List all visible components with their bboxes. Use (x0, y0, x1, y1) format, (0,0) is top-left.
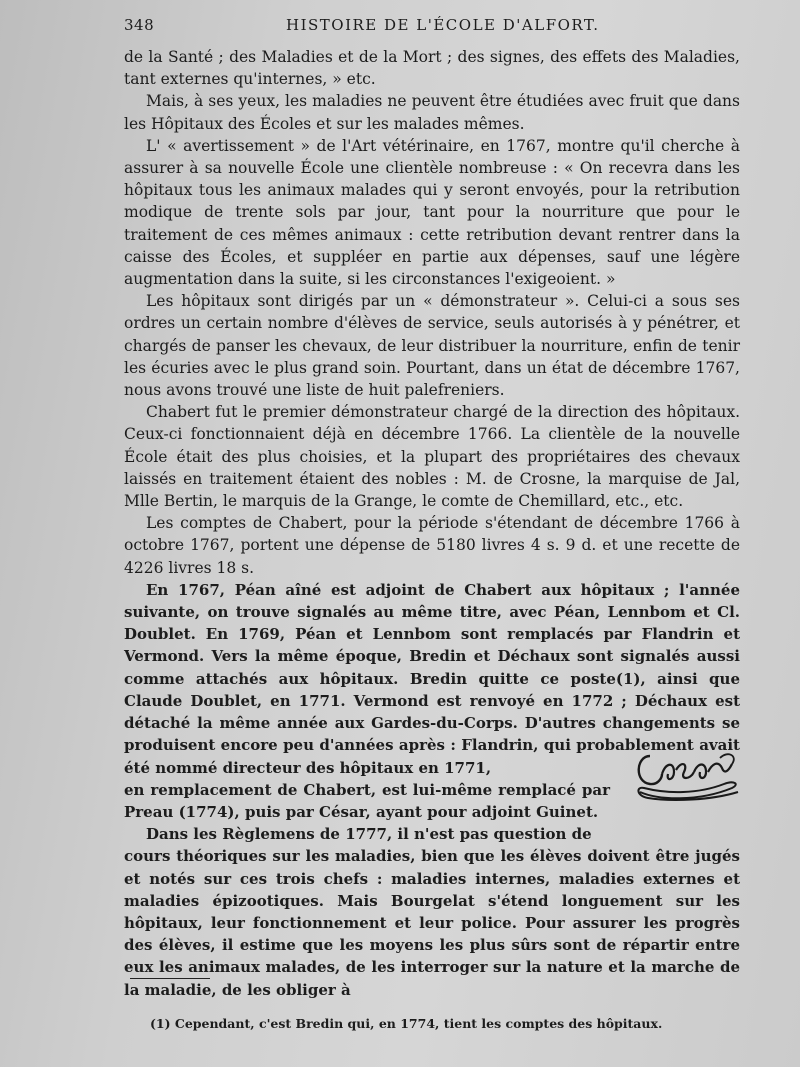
paragraph-5: Chabert fut le premier démonstrateur chargé de la direction des hôpitaux. Ceux-ci fonctionnaient déjà en décembre 1766. La clientèle de la nouvelle École était des plus choisies, et la plupart des propriétaires des chevaux laissés en traitement étaient des nobles : M. de Crosne, la marquise de Jal, Mlle Bertin, le marquis de la Grange, le comte de Chemillard, etc., etc. (124, 403, 740, 511)
paragraph-4: Les hôpitaux sont dirigés par un « démonstrateur ». Celui-ci a sous ses ordres un certain nombre d'élèves de service, seuls autorisés à y pénétrer, et chargés de panser les chevaux, de leur distribuer la nourriture, enfin de tenir les écuries avec le plus grand soin. Pourtant, dans un état de décembre 1767, nous avons trouvé une liste de huit palefreniers. (124, 292, 740, 400)
footnote: (1) Cependant, c'est Bredin qui, en 1774, tient les comptes des hôpitaux. (150, 1016, 663, 1031)
paragraph-10: cours théoriques sur les maladies, bien que les élèves doivent être jugés et notés sur ces trois chefs : maladies internes, maladies externes et maladies épizootiques. Mais Bourgelat s'étend longuement sur les hôpitaux, leur fonctionnement et leur police. Pour assurer les progrès des élèves, il estime que les moyens les plus sûrs sont de répartir entre eux les animaux malades, de les interroger sur la nature et la marche de la maladie, de les obliger à (124, 847, 740, 999)
page-number: 348 (124, 16, 155, 34)
running-head: HISTOIRE DE L'ÉCOLE D'ALFORT. (286, 16, 600, 34)
paragraph-8: en remplacement de Chabert, est lui-même remplacé par Preau (1774), puis par César, ayant pour adjoint Guinet. (124, 780, 610, 821)
footnote-divider (130, 978, 210, 979)
paragraph-6: Les comptes de Chabert, pour la période s'étendant de décembre 1766 à octobre 1767, portent une dépense de 5180 livres 4 s. 9 d. et une recette de 4226 livres 18 s. (124, 514, 740, 577)
paragraph-2: Mais, à ses yeux, les maladies ne peuvent être étudiées avec fruit que dans les Hôpitaux des Écoles et sur les malades mêmes. (124, 92, 740, 133)
paragraph-3: L' « avertissement » de l'Art vétérinaire, en 1767, montre qu'il cherche à assurer à sa nouvelle École une clientèle nombreuse : « On recevra dans les hôpitaux tous les animaux malades qui y seront envoyés, pour la retribution modique de trente sols par jour, tant pour la nourriture que pour le traitement de ces mêmes animaux : cette retribution devant rentrer dans la caisse des Écoles, et suppléer en partie aux dépenses, sauf une légère augmentation dans la suite, si les circonstances l'exigeoient. » (124, 136, 740, 289)
paragraph-9: Dans les Règlemens de 1777, il n'est pas question de (146, 825, 592, 844)
paragraph-1: de la Santé ; des Maladies et de la Mort ; des signes, des effets des Maladies, tant externes qu'internes, » etc. (124, 48, 740, 89)
body-text (124, 46, 740, 1001)
cesar-signature-image (628, 742, 748, 812)
paragraph-7: En 1767, Péan aîné est adjoint de Chabert aux hôpitaux ; l'année suivante, on trouve signalés au même titre, avec Péan, Lennbom et Cl. Doublet. En 1769, Péan et Lennbom sont remplacés par Flandrin et Vermond. Vers la même époque, Bredin et Déchaux sont signalés aussi comme attachés aux hôpitaux. Bredin quitte ce poste(1), ainsi que Claude Doublet, en 1771. Vermond est renvoyé en 1772 ; Déchaux est détaché la même année aux Gardes-du-Corps. D'autres changements se produisent encore peu d'années après : Flandrin, qui probablement avait été nommé directeur des hôpitaux en 1771, (124, 580, 740, 777)
page-header (124, 12, 740, 36)
